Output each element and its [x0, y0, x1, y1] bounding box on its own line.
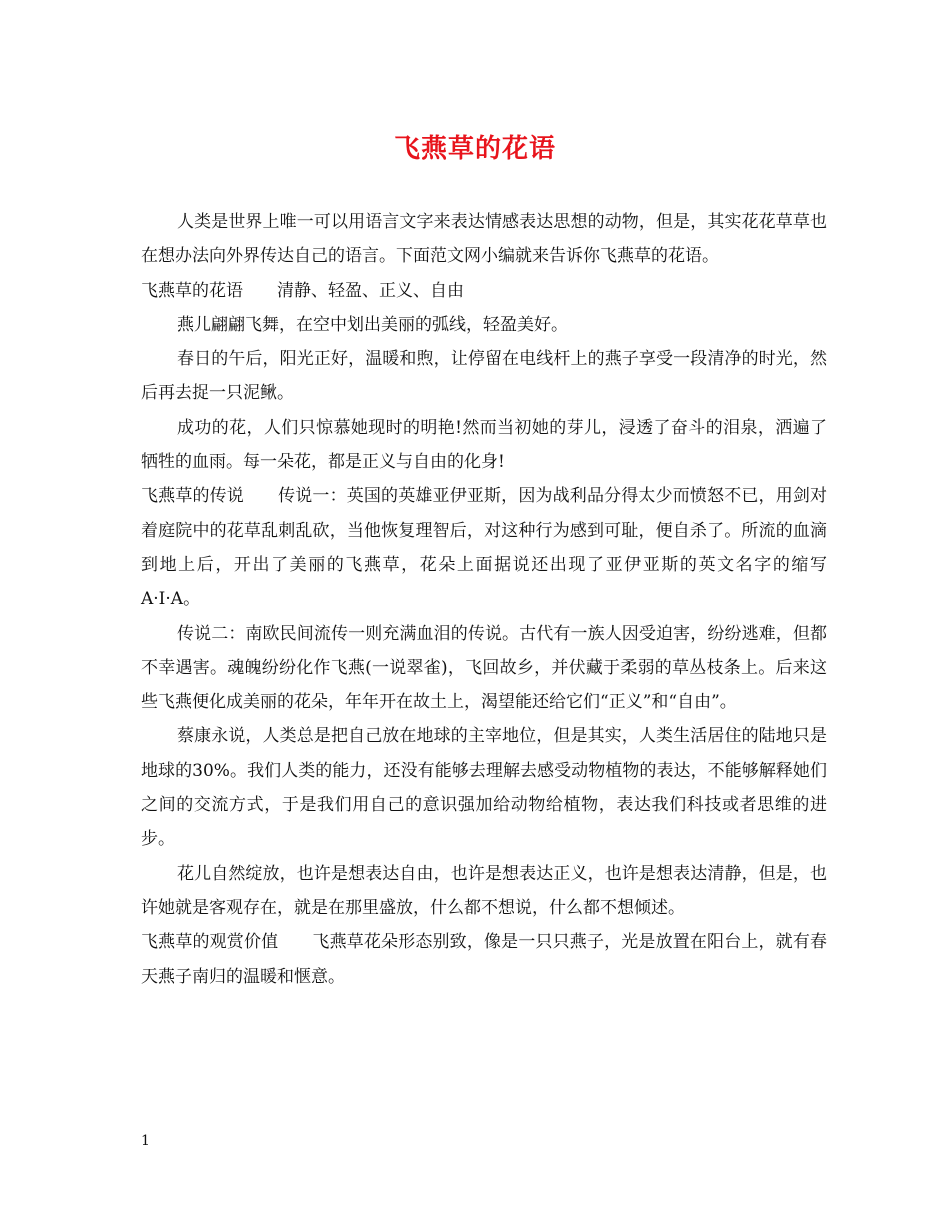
section-lead: 清静、轻盈、正义、自由	[277, 280, 464, 301]
section-ornamental-value	[141, 925, 827, 994]
paragraph: 成功的花，人们只惊慕她现时的明艳!然而当初她的芽儿，浸透了奋斗的泪泉，洒遍了牺牲的血雨。每一朵花，都是正义与自由的化身!	[141, 417, 827, 473]
section-flower-language	[141, 274, 827, 308]
intro-paragraph: 人类是世界上唯一可以用语言文字来表达情感表达思想的动物，但是，其实花花草草也在想办法向外界传达自己的语言。下面范文网小编就来告诉你飞燕草的花语。	[141, 212, 827, 267]
section-heading: 飞燕草的传说	[141, 486, 244, 507]
section-lead: 飞燕草花朵形态别致，像是一只只燕子，光是放置在阳台上，就有春天燕子南归的温暖和惬意。	[141, 932, 828, 987]
paragraph: 春日的午后，阳光正好，温暖和煦，让停留在电线杆上的燕子享受一段清净的时光，然后再去捉一只泥鳅。	[141, 349, 827, 404]
page-number: 1	[141, 1133, 150, 1149]
section-heading: 飞燕草的花语	[141, 280, 243, 301]
document-title: 飞燕草的花语	[393, 134, 556, 164]
document-body	[141, 205, 827, 994]
section-lead: 传说一：英国的英雄亚伊亚斯，因为战利品分得太少而愤怒不已，用剑对着庭院中的花草乱刺乱砍，当他恢复理智后，对这种行为感到可耻，便自杀了。所流的血滴到地上后，开出了美丽的飞燕草，花朵上面据说还出现了亚伊亚斯的英文名字的缩写A·I·A。	[141, 486, 828, 610]
paragraph: 蔡康永说，人类总是把自己放在地球的主宰地位，但是其实，人类生活居住的陆地只是地球的30%。我们人类的能力，还没有能够去理解去感受动物植物的表达，不能够解释她们之间的交流方式，于是我们用自己的意识强加给动物给植物，表达我们科技或者思维的进步。	[141, 726, 827, 850]
paragraph: 花儿自然绽放，也许是想表达自由，也许是想表达正义，也许是想表达清静，但是，也许她就是客观存在，就是在那里盛放，什么都不想说，什么都不想倾述。	[141, 863, 827, 918]
paragraph: 传说二：南欧民间流传一则充满血泪的传说。古代有一族人因受迫害，纷纷逃难，但都不幸遇害。魂魄纷纷化作飞燕(一说翠雀)，飞回故乡，并伏藏于柔弱的草丛枝条上。后来这些飞燕便化成美丽的花朵，年年开在故土上，渴望能还给它们“正义”和“自由”。	[141, 623, 827, 713]
section-legend	[141, 479, 827, 616]
paragraph: 燕儿翩翩飞舞，在空中划出美丽的弧线，轻盈美好。	[177, 314, 568, 335]
section-heading: 飞燕草的观赏价值	[141, 932, 279, 953]
